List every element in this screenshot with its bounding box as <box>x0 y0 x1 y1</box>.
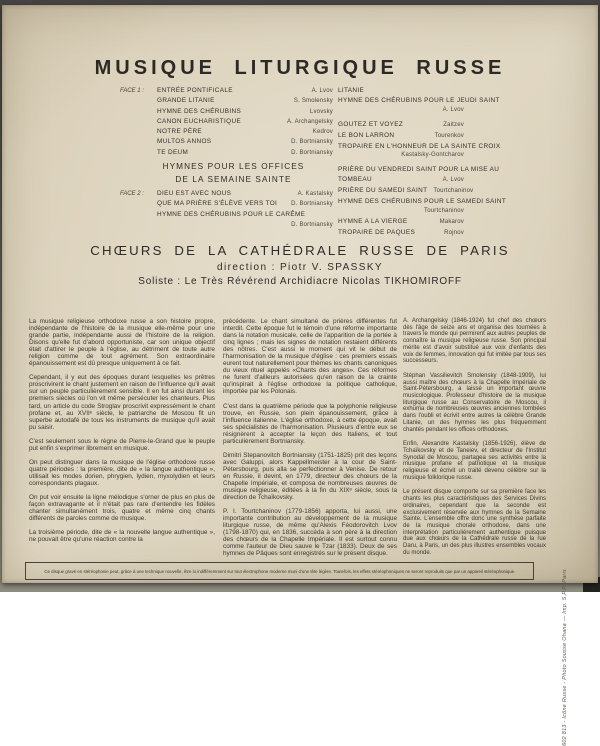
track-row <box>120 199 333 209</box>
track-row <box>338 207 464 217</box>
notes-paragraph: La musique religieuse orthodoxe russe a son histoire propre, indépendante de l'histoire de la musique elle-même pour une grande partie, indépendante aussi de l'histoire de la religion. Disons qu'elle fut d'abord opportuniste, car son unique objectif était d'attirer le peuple à l'église, au détriment de toute autre religion comme de tout agrément. Son extraordinaire épanouissement est dû presque uniquement à ce fait. <box>29 318 215 368</box>
track-group <box>338 120 501 162</box>
notes-column-3 <box>403 318 546 565</box>
composer-name: D. Bortniansky <box>291 201 333 208</box>
track-row <box>120 137 333 147</box>
track-title: TE DEUM <box>157 148 189 156</box>
composer-name: Zaitzev <box>443 121 464 128</box>
section-heading-line2: DE LA SEMAINE SAINTE <box>175 174 292 184</box>
section-heading <box>134 161 333 186</box>
notes-paragraph: C'est dans la quatrième période que la polyphonie religieuse trouve, en Russie, son plein épanouissement, grâce à l'influence italienne. L'église orthodoxe, à cette époque, avait ses spécialistes de l'harmonisation. Plusieurs d'entre eux se résignèrent à accepter la leçon des Italiens, et tout particulièrement Bortniansky. <box>223 402 397 445</box>
composer-name: A. Lvov <box>442 106 464 113</box>
composer-name: A. Lvov <box>442 177 464 184</box>
catalog-and-photo-credit: 602 813 - Icône Russe - Photo Sousse Ohana — Imp. S.P.P. Paris <box>562 569 568 746</box>
composer-name: A. Lvov <box>311 88 333 94</box>
section-heading-line1: HYMNES POUR LES OFFICES <box>162 162 305 172</box>
composer-name: Tourtchaninov <box>433 188 474 195</box>
face1-track-rows <box>120 86 333 158</box>
album-title: MUSIQUE LITURGIQUE RUSSE <box>94 57 506 79</box>
track-row <box>120 117 333 127</box>
conductor-credit: direction : Piotr V. SPASSKY <box>217 262 383 273</box>
track-row <box>338 186 474 197</box>
track-title: HYMNE DES CHÉRUBINS POUR LE CARÊME <box>157 210 306 218</box>
track-title: TROPAIRE DE PAQUES <box>338 228 416 236</box>
track-row <box>338 120 464 131</box>
tracklist-left-column <box>120 86 333 230</box>
track-title: MULTOS ANNOS <box>157 138 212 146</box>
notes-paragraph: Cependant, il y eut des époques durant lesquelles les prêtres proscrivirent le chant justement en raison de l'influence qu'il avait sur un peuple particulièrement sensible. Il en fut ainsi durant les premiers siècles où l'on vit même persécuter les chanteurs. Plus tard, un article du code Stroglav proscrivit expressément le chant profane et, au XVIIᵉ siècle, le patriarche de Moscou fit un superbe autodafé de tous les instruments de musique qu'il avait pu saisir. <box>29 374 215 431</box>
composer-name: Makarov <box>439 218 464 225</box>
notes-column-1 <box>29 318 215 565</box>
track-title: HYMNE A LA VIERGE <box>338 217 408 225</box>
stereo-notice-text: Ce disque gravé en stéréophonie peut, grâce à une technique nouvelle, être lu indifféremment sur tout électrophone moderne muni d'une tête légère. Toutefois, les effets stéréophoniques ne seront reproduits que par un appareil stéréophonique. <box>43 568 516 574</box>
notes-paragraph: Le présent disque comporte sur sa première face les chants les plus caractéristiques des Services Divins ordinaires, cependant que la seconde est exclusivement réservée aux hymnes de la Semaine Sainte. L'ensemble offre donc une synthèse parfaite de la musique chorale orthodoxe, dans une interprétation particulièrement authentique puisque due aux chœurs de la Cathédrale russe de la rue Daru, à Paris, un des plus illustres ensembles vocaux du monde. <box>403 489 546 556</box>
composer-name: Rojnov <box>444 229 464 236</box>
track-title: ENTRÉE PONTIFICALE <box>157 87 233 94</box>
track-row <box>338 142 501 152</box>
composer-name: Kedrov <box>312 129 333 136</box>
track-row <box>338 228 464 239</box>
composer-name: D. Bortniansky <box>291 149 333 156</box>
record-sleeve-back-cover <box>2 5 598 746</box>
track-row <box>338 131 464 142</box>
track-title: HYMNE DES CHÉRUBINS POUR LE JEUDI SAINT <box>338 96 500 104</box>
track-title: PRIÈRE DU SAMEDI SAINT <box>338 187 428 195</box>
track-title: LE BON LARRON <box>338 131 395 139</box>
track-title: NOTRE PÈRE <box>157 128 203 136</box>
track-row <box>338 86 464 96</box>
notes-paragraph: On peut distinguer dans la musique de l'église orthodoxe russe quatre périodes : la première, dite de « la langue authentique », utilisait les modes dorien, phrygien, lydien, myxolydien et leurs correspondants plagaux. <box>29 458 215 487</box>
track-title: HYMNE DES CHÉRUBINS <box>157 107 242 115</box>
track-row <box>120 96 333 106</box>
track-row <box>338 151 464 161</box>
track-row <box>120 220 333 230</box>
soloist-credit: Soliste : Le Très Révérend Archidiacre Nicolas TIKHOMIROFF <box>138 276 462 287</box>
notes-paragraph: On put voir ensuite la ligne mélodique s'orner de plus en plus de façon extravagante et il n'était pas rare d'entendre les fidèles chanter simultanément trois, quatre et même cinq chants différents de paroles comme de musique. <box>29 493 215 523</box>
track-group <box>338 165 507 238</box>
track-row <box>338 106 464 116</box>
composer-name: D. Bortniansky <box>291 139 333 146</box>
track-title: GRANDE LITANIE <box>157 97 215 105</box>
track-row <box>120 148 333 158</box>
notes-column-2 <box>223 318 397 565</box>
composer-name: A. Archangelsky <box>286 118 333 125</box>
notes-paragraph: Dimitri Stepanovitch Bortniansky (1751-1825) prit des leçons avec Galuppi, alors Kappellmeister à la cour de Saint-Pétersbourg, puis alla se perfectionner à Venise. De retour en Russie, il devint, en 1779, directeur des chœurs de la Chapelle Impériale, et composa de nombreuses œuvres de musique religieuse, éditées à la fin du XIXᵉ siècle, sous la direction de Tchaïkovsky. <box>223 451 397 502</box>
track-row <box>338 96 500 106</box>
track-title: TOMBEAU <box>338 176 372 184</box>
notes-paragraph: Enfin, Alexandre Kastalsky (1856-1926), élève de Tchaïkovsky et de Taneiev, et directeur de l'Institut Synodal de Moscou, partagea ses activités entre la musique profane et patriotique et la musique religieuse et écrivit un traité devenu célèbre sur la musique folklorique russe. <box>403 441 546 481</box>
track-title: HYMNE DES CHÉRUBINS POUR LE SAMEDI SAINT <box>338 198 507 206</box>
track-title: GOUTEZ ET VOYEZ <box>338 120 404 128</box>
liner-notes <box>29 318 546 565</box>
composer-name: Kastalsky-Gontcharov <box>401 152 464 159</box>
composer-name: D. Bortniansky <box>291 221 333 228</box>
track-title: TROPAIRE EN L'HONNEUR DE LA SAINTE CROIX <box>338 142 501 150</box>
track-row <box>120 86 333 96</box>
notes-paragraph: Stéphan Vassilievitch Smolensky (1848-1909), lui aussi maître des chœurs à la Chapelle Impériale de Saint-Pétersbourg, a laissé un important œuvre musicologique. Professeur d'histoire de la musique liturgique russe au Conservatoire de Moscou, il exhuma de nombreuses œuvres anciennes tombées dans l'oubli et écrivit entre autres la célèbre Grande Litanie, un des hymnes les plus fréquemment chantés pendant les offices orthodoxes. <box>403 372 546 433</box>
track-row <box>120 210 333 220</box>
track-title: PRIÈRE DU VENDREDI SAINT POUR LA MISE AU <box>338 166 500 174</box>
track-title: DIEU EST AVEC NOUS <box>157 190 232 198</box>
track-title: QUE MA PRIÈRE S'ÉLÈVE VERS TOI <box>157 200 278 208</box>
composer-name: S. Smolensky <box>293 98 333 105</box>
track-title: LITANIE <box>338 87 365 94</box>
face2-track-rows <box>120 189 333 230</box>
track-row <box>120 189 333 199</box>
track-row <box>338 217 464 228</box>
tracklist-right-column <box>338 86 507 243</box>
notes-paragraph: La troisième période, dite de « la nouvelle langue authentique », ne pouvait être qu'une réaction contre la <box>29 529 215 544</box>
composer-name: Tourtchaninov <box>424 207 464 214</box>
notes-paragraph: précédente. Le chant simultané de prières différentes fut interdit. Cette époque fut le témoin d'une réforme importante dans la notation musicale, celle de l'apparition de la portée à cinq lignes ; mais les signes de notation restaient différents des nôtres. C'est aussi le moment qui vit le début de l'harmonisation de la musique d'église : ces premiers essais eurent tout naturellement pour thèmes les chants canoniques du vieux rituel appelés «Chants des anges». Ces réformes ne furent d'ailleurs autorisées qu'en raison de la crainte qu'inspirait à l'église orthodoxe la politique catholique, importée par les Polonais. <box>223 318 397 396</box>
composer-name: Lvovsky <box>309 108 333 115</box>
notes-paragraph: A. Archangelsky (1846-1924) fut chef des chœurs dès l'âge de seize ans et organisa des tournées à travers le monde qui permirent aux autres peuples de connaître la musique religieuse russe. Son principal mérite est d'avoir substitué aux voix d'enfants des voix de femmes, innovation qui fut imitée par tous ses successeurs. <box>403 318 546 365</box>
track-row <box>120 107 333 117</box>
track-row <box>338 175 464 186</box>
track-title: CANON EUCHARISTIQUE <box>157 117 242 125</box>
notes-paragraph: P. I. Tourtchaninov (1779-1856) apporta, lui aussi, une importante contribution au développement de la musique liturgique russe, de même qu'Alexis Féodorovitch Lvov (1798-1870) qui, en 1836, succéda à son père à la direction des chœurs de la Chapelle Impériale. Il est surtout connu comme l'auteur de Dieu sauve le Tzar (1833). Deux de ses hymnes de Pâques sont enregistrés sur le présent disque. <box>223 508 397 558</box>
track-row <box>120 127 333 137</box>
composer-name: A. Kastalsky <box>297 191 333 198</box>
face-label: FACE 2 : <box>120 191 144 198</box>
track-group <box>338 86 500 116</box>
face-label: FACE 1 : <box>120 88 144 94</box>
credits-block <box>2 243 598 287</box>
notes-paragraph: C'est seulement sous le règne de Pierre-le-Grand que le peuple put enfin s'exprimer librement en musique. <box>29 437 215 452</box>
track-row <box>338 197 507 207</box>
composer-name: Tourenkov <box>434 132 464 139</box>
track-row <box>338 165 500 175</box>
ensemble-name: CHŒURS DE LA CATHÉDRALE RUSSE DE PARIS <box>90 243 510 258</box>
stereo-notice-box <box>25 562 534 580</box>
